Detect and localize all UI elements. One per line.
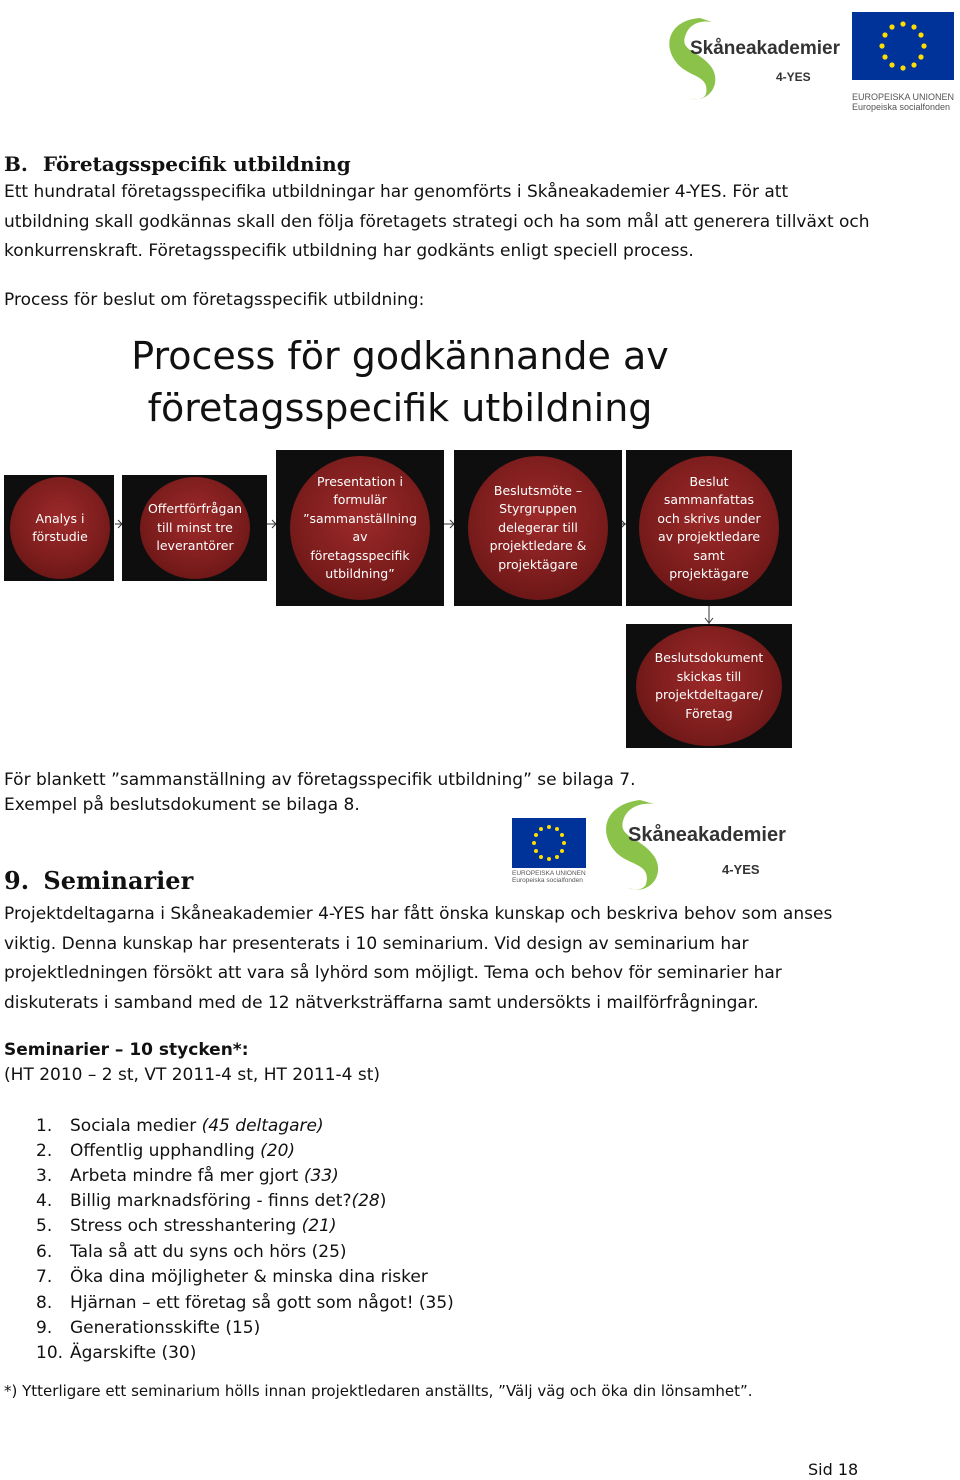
- list-note-tail: ): [379, 1191, 387, 1211]
- process-step-3: [290, 456, 430, 600]
- process-step-2-box: [122, 475, 267, 581]
- list-item: [36, 1265, 428, 1290]
- process-step-5-box: [626, 450, 792, 606]
- list-title: Ägarskifte (30): [70, 1343, 197, 1363]
- beslutsdokument-reference: Exempel på beslutsdokument se bilaga 8.: [4, 795, 360, 815]
- list-number: 4.: [36, 1191, 53, 1211]
- paragraph-line: Projektdeltagarna i Skåneakademier 4-YES har fått önska kunskap och beskriva behov som anses: [4, 904, 833, 924]
- eu-flag-icon: [512, 818, 586, 868]
- logo-brand-text: Skåneakademier: [628, 824, 786, 846]
- logo-sub-text: 4-YES: [722, 862, 760, 877]
- list-title: Offentlig upphandling: [70, 1141, 261, 1161]
- paragraph-line: utbildning skall godkännas skall den följa företagets strategi och ha som mål att generera tillväxt och: [4, 211, 870, 232]
- section-9-number: 9.: [4, 866, 30, 895]
- list-note: (45 deltagare): [201, 1116, 324, 1136]
- list-item: [36, 1114, 324, 1139]
- process-step-4-box: [454, 450, 622, 606]
- list-number: 6.: [36, 1242, 53, 1262]
- list-item: [36, 1164, 339, 1189]
- step-label: Beslut sammanfattas och skrivs under av projektledare samt projektägare: [657, 473, 761, 581]
- eu-logo-top: [852, 12, 956, 112]
- list-item: [36, 1316, 260, 1341]
- eu-caption-line1: EUROPEISKA UNIONEN: [852, 92, 955, 102]
- list-number: 9.: [36, 1318, 53, 1338]
- list-note: (28: [351, 1191, 380, 1211]
- step-label: Beslutsdokument skickas till projektdeltagare/ Företag: [654, 650, 764, 721]
- step-label: Presentation i formulär ”sammanställning av företagsspecifik utbildning”: [303, 473, 417, 581]
- eu-caption-line1: EUROPEISKA UNIONEN: [512, 870, 586, 877]
- list-number: 1.: [36, 1116, 53, 1136]
- process-step-5: [639, 456, 779, 600]
- list-item: [36, 1189, 386, 1214]
- section-9-heading: [4, 866, 193, 895]
- section-9-title: Seminarier: [43, 866, 194, 895]
- diagram-title: [100, 330, 700, 434]
- list-item: [36, 1240, 347, 1265]
- list-note: (33): [303, 1166, 339, 1186]
- section-b-paragraph: [4, 178, 954, 267]
- list-title: Stress och stresshantering: [70, 1216, 302, 1236]
- list-title: Tala så att du syns och hörs (25): [70, 1242, 347, 1262]
- list-number: 3.: [36, 1166, 53, 1186]
- eu-caption-line2: Europeiska socialfonden: [512, 877, 583, 884]
- process-step-6-box: [626, 624, 792, 748]
- step-label: Analys i förstudie: [32, 510, 88, 544]
- paragraph-line: konkurrenskraft. Företagsspecifik utbildning har godkänts enligt speciell process.: [4, 241, 694, 261]
- list-note: (20): [260, 1141, 296, 1161]
- eu-caption-line2: Europeiska socialfonden: [852, 102, 951, 112]
- list-number: 2.: [36, 1141, 53, 1161]
- step-label: Beslutsmöte – Styrgruppen delegerar till projektledare & projektägare: [489, 482, 587, 572]
- section-b-title: Företagsspecifik utbildning: [42, 152, 351, 176]
- process-step-6: [636, 626, 782, 746]
- list-title: Hjärnan – ett företag så gott som något! (35): [70, 1293, 454, 1313]
- list-number: 5.: [36, 1216, 53, 1236]
- seminarier-subheading: Seminarier – 10 stycken*:: [4, 1040, 249, 1060]
- list-note: (21): [301, 1216, 337, 1236]
- diagram-title-line1: Process för godkännande av: [131, 334, 669, 378]
- list-item: [36, 1214, 337, 1239]
- list-title: Generationsskifte (15): [70, 1318, 261, 1338]
- section-9-paragraph: [4, 900, 954, 1018]
- logo-brand-text: Skåneakademier: [690, 38, 840, 59]
- process-step-4: [468, 456, 608, 600]
- list-title: Öka dina möjligheter & minska dina risker: [70, 1267, 428, 1287]
- seminarier-schedule: (HT 2010 – 2 st, VT 2011-4 st, HT 2011-4 st): [4, 1065, 381, 1085]
- list-title: Billig marknadsföring - finns det?: [70, 1191, 352, 1211]
- list-item: [36, 1139, 295, 1164]
- process-step-1-box: [4, 475, 114, 581]
- step-label: Offertförfrågan till minst tre leverantörer: [147, 501, 243, 554]
- process-intro: Process för beslut om företagsspecifik utbildning:: [4, 290, 425, 310]
- eu-logo-mid: [512, 818, 588, 884]
- process-step-3-box: [276, 450, 444, 606]
- paragraph-line: projektledningen försökt att vara så lyhörd som möjligt. Tema och behov för seminarier har: [4, 963, 782, 983]
- seminar-footnote: *) Ytterligare ett seminarium hölls innan projektledaren anställts, ”Välj väg och öka din lönsamhet”.: [4, 1382, 753, 1400]
- list-item: [36, 1341, 196, 1366]
- process-step-1: [10, 477, 110, 579]
- process-step-2: [140, 477, 250, 579]
- list-number: 10.: [36, 1343, 64, 1363]
- section-b-letter: B.: [4, 152, 28, 176]
- blankett-reference: För blankett ”sammanställning av företagsspecifik utbildning” se bilaga 7.: [4, 770, 636, 790]
- list-title: Sociala medier: [70, 1116, 202, 1136]
- after-diagram-text: [4, 768, 636, 818]
- paragraph-line: viktig. Denna kunskap har presenterats i 10 seminarium. Vid design av seminarium har: [4, 933, 749, 954]
- section-b-heading: [4, 152, 351, 176]
- eu-flag-icon: [852, 12, 954, 80]
- skaneakademier-logo-top: [660, 14, 840, 100]
- paragraph-line: Ett hundratal företagsspecifika utbildningar har genomförts i Skåneakademier 4-YES. För att: [4, 182, 789, 202]
- diagram-title-line2: företagsspecifik utbildning: [147, 386, 653, 430]
- list-number: 8.: [36, 1293, 53, 1313]
- list-title: Arbeta mindre få mer gjort: [70, 1166, 304, 1186]
- list-item: [36, 1291, 454, 1316]
- skaneakademier-logo-mid: [596, 796, 786, 892]
- logo-sub-text: 4-YES: [776, 70, 811, 84]
- list-number: 7.: [36, 1267, 53, 1287]
- paragraph-line: diskuterats i samband med de 12 nätverksträffarna samt undersökts i mailförfrågningar.: [4, 992, 759, 1013]
- page-number: Sid 18: [808, 1460, 859, 1479]
